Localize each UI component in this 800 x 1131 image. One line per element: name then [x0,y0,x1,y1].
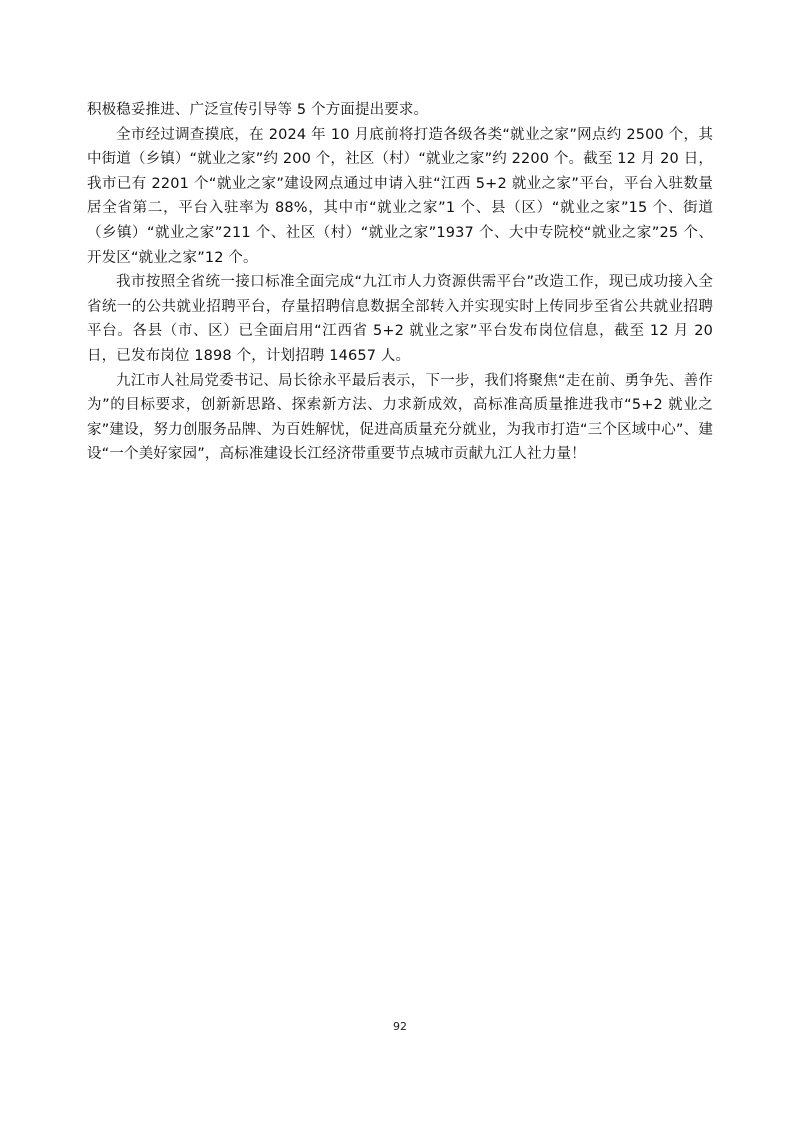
document-body [87,98,713,467]
paragraph-platform-integration: 我市按照全省统一接口标准全面完成“九江市人力资源供需平台”改造工作，现已成功接入全省统一的公共就业招聘平台，存量招聘信息数据全部转入并实现实时上传同步至省公共就业招聘平台。各县（市、区）已全面启用“江西省 5+2 就业之家”平台发布岗位信息，截至 12 月 20 日，已发布岗位 1898 个，计划招聘 14657 人。 [87,274,713,364]
paragraph-network-survey: 全市经过调查摸底，在 2024 年 10 月底前将打造各级各类“就业之家”网点约 2500 个，其中街道（乡镇）“就业之家”约 200 个，社区（村）“就业之家”约 2200 个。截至 12 月 20 日，我市已有 2201 个“就业之家”建设网点通过申请入驻“江西 5+2 就业之家”平台，平台入驻数量居全省第二，平台入驻率为 88%，其中市“就业之家”1 个、县（区）“就业之家”15 个、街道（乡镇）“就业之家”211 个、社区（村）“就业之家”1937 个、大中专院校“就业之家”25 个、开发区“就业之家”12 个。 [87,126,713,266]
paragraph-next-steps: 九江市人社局党委书记、局长徐永平最后表示，下一步，我们将聚焦“走在前、勇争先、善作为”的目标要求，创新新思路、探索新方法、力求新成效，高标准高质量推进我市“5+2 就业之家”建设，努力创服务品牌、为百姓解忧，促进高质量充分就业，为我市打造“三个区域中心”、建设“一个美好家园”，高标准建设长江经济带重要节点城市贡献九江人社力量！ [87,372,713,463]
paragraph-continuation: 积极稳妥推进、广泛宣传引导等 5 个方面提出要求。 [87,102,429,118]
page-number: 92 [393,1020,407,1033]
